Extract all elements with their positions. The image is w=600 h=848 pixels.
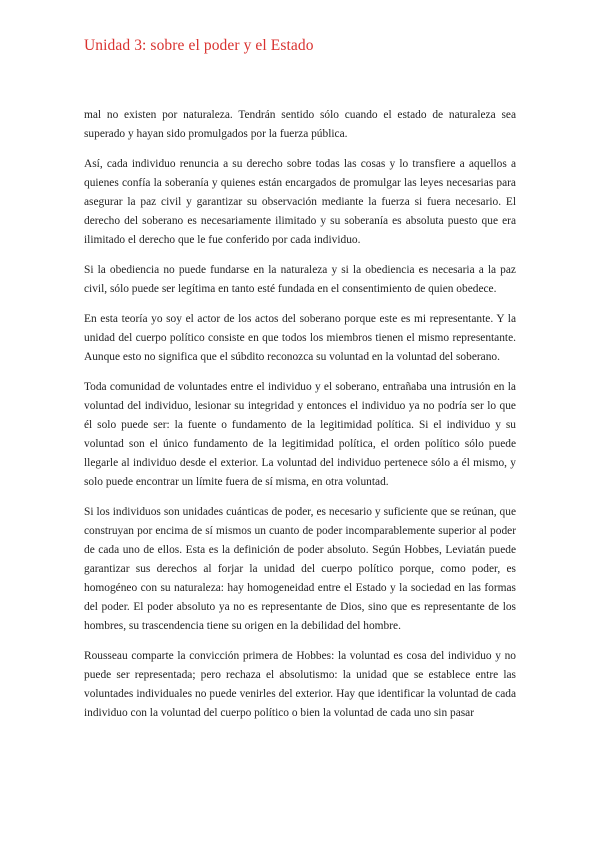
paragraph: En esta teoría yo soy el actor de los actos del soberano porque este es mi representante. Y la unidad del cuerpo político consiste en que todos los miembros tienen el mismo representante. Aunque esto no significa que el súbdito reconozca su voluntad en la voluntad del soberano.	[84, 313, 516, 363]
paragraph: Así, cada individuo renuncia a su derecho sobre todas las cosas y lo transfiere a aquellos a quienes confía la soberanía y quienes están encargados de promulgar las leyes necesarias para asegurar la paz civil y garantizar su observación mediante la fuerza si fuera necesario. El derecho del soberano es necesariamente ilimitado y su soberanía es absoluta puesto que era ilimitado el derecho que le fue conferido por cada individuo.	[84, 158, 516, 246]
paragraph: mal no existen por naturaleza. Tendrán sentido sólo cuando el estado de naturaleza sea superado y hayan sido promulgados por la fuerza pública.	[84, 109, 516, 140]
paragraph: Si los individuos son unidades cuánticas de poder, es necesario y suficiente que se reúnan, que construyan por encima de sí mismos un cuanto de poder incomparablemente superior al poder de cada uno de ellos. Esta es la definición de poder absoluto. Según Hobbes, Leviatán puede garantizar sus derechos al forjar la unidad del cuerpo político porque, como poder, es homogéneo con su naturaleza: hay homogeneidad entre el Estado y la sociedad en las formas del poder. El poder absoluto ya no es representante de Dios, sino que es representante de los hombres, su trascendencia tiene su origen en la debilidad del hombre.	[84, 506, 516, 632]
document-body	[84, 106, 516, 734]
paragraph: Si la obediencia no puede fundarse en la naturaleza y si la obediencia es necesaria a la paz civil, sólo puede ser legítima en tanto esté fundada en el consentimiento de quien obedece.	[84, 264, 516, 295]
paragraph: Toda comunidad de voluntades entre el individuo y el soberano, entrañaba una intrusión en la voluntad del individuo, lesionar su integridad y entonces el individuo ya no podría ser lo que él solo puede ser: la fuente o fundamento de la legitimidad política. Si el individuo y su voluntad son el único fundamento de la legitimidad política, el orden político sólo puede llegarle al individuo desde el exterior. La voluntad del individuo pertenece sólo a él mismo, y solo puede encontrar un límite fuera de sí misma, en otra voluntad.	[84, 381, 516, 488]
page-header-title: Unidad 3: sobre el poder y el Estado	[84, 37, 314, 54]
paragraph: Rousseau comparte la convicción primera de Hobbes: la voluntad es cosa del individuo y no puede ser representada; pero rechaza el absolutismo: la unidad que se establece entre las voluntades individuales no puede venirles del exterior. Hay que identificar la voluntad de cada individuo con la voluntad del cuerpo político o bien la voluntad de cada uno sin pasar	[84, 650, 516, 719]
